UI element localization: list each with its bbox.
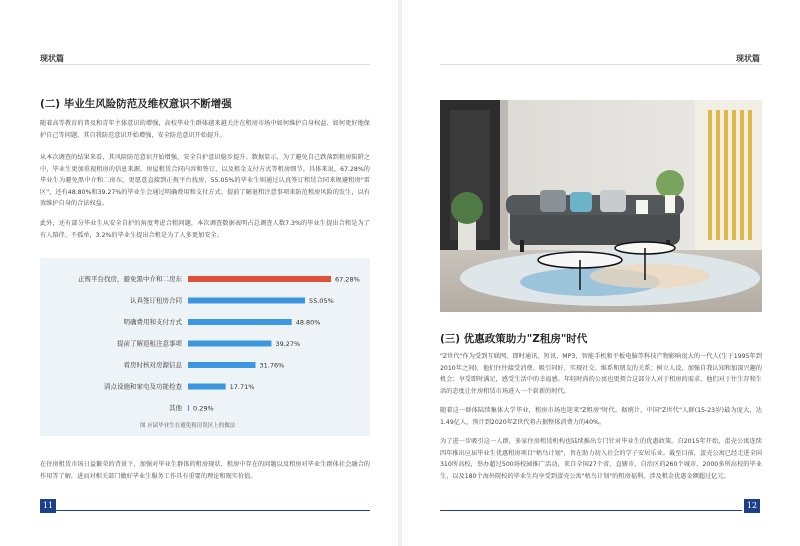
footer-rule <box>56 510 370 511</box>
bar-value-label: 17.71% <box>229 383 255 391</box>
bar <box>188 319 292 325</box>
footer-rule-right <box>440 510 742 511</box>
chart-panel <box>40 258 370 436</box>
bar-value-label: 39.27% <box>275 340 301 348</box>
section-heading: (二) 毕业生风险防范及维权意识不断增强 <box>40 98 232 110</box>
bar-category-label: 看房时核对房源信息 <box>123 361 182 369</box>
paragraph-zgen: "Z世代"作为受到互联网、即时通讯、短讯、MP3、智能手机和平板电脑等科技产物影响很大的一代人(生于1995年到2010年之间)，他们往往接受消费、吸引同好、实现社交、维系和朋友的关系；树立人设，加强自我认知和加深兴趣的机会；享受即时满足，感受生活中的幸福感。年轻时尚的公寓也更契合这部分人对于租房的需求，他们对于住生存和生活的态度让住房租赁市场进入一个崭新的时代。 <box>440 353 762 395</box>
page-number: 11 <box>40 499 56 513</box>
bar-category-label: 明确费用和支付方式 <box>123 318 182 326</box>
living-room-photo <box>440 100 762 312</box>
bar-value-label: 0.29% <box>193 404 214 413</box>
bar-category-label: 其他 <box>169 404 182 412</box>
bar-value-label: 31.76% <box>259 361 285 370</box>
header-rule-right <box>440 64 762 65</box>
chart-caption: 图 应届毕业生在避免租房误区上的做法 <box>140 423 236 429</box>
bar <box>188 362 255 368</box>
paragraph-intro: 随着高等教育的普及和青年主体意识的增强，高校毕业生群体越来越关注在租房市场中如何维护自身权益、如何更好地保护自己等问题，其自我防范意识开始增强，安全防范意识开始提升。 <box>40 120 370 139</box>
bar <box>188 276 331 282</box>
page-number-right: 12 <box>744 499 760 513</box>
book-gutter <box>398 0 402 546</box>
bar-chart <box>40 258 370 418</box>
header-rule <box>40 64 370 65</box>
bar-value-label: 67.28% <box>334 275 360 284</box>
bar-value-label: 48.80% <box>295 318 321 327</box>
bar <box>188 341 271 347</box>
section-heading-right: (三) 优惠政策助力"Z租房"时代 <box>440 333 588 345</box>
paragraph-policy: 为了进一步吸引这一人群，多家住房租赁机构也陆续推出专门针对毕业生的优惠政策。自2015年开始，蛋壳公寓连续四年推出应届毕业生优惠租房项目"梧鸟计划"，旨在助力初入社会的学子安居乐业。截至目前，蛋壳公寓已经走进全国310所高校，举办超过500场校园推广活动，来自全国27个省、直辖市、自治区的260个城市，2000多所高校的毕业生，以及180个海外院校的毕业生均享受到蛋壳公寓"梧鸟计划"的租房福利，涉及租金优惠金额超过亿元。 <box>440 438 762 480</box>
bar-category-label: 正规平台找房，避免黑中介和二房东 <box>78 275 182 283</box>
bar-value-label: 55.05% <box>308 297 334 305</box>
paragraph-ztrend: 随着这一群体陆续集体大学毕业，租房市场也迎来"Z租房"时代。据统计，中国"Z世代"人群(15-23岁)最为庞大，达1.49亿人，预计到2020年Z世代将占据整体消费力的40%。 <box>440 407 762 426</box>
running-header: 现状篇 <box>40 54 64 63</box>
bar <box>188 384 226 390</box>
paragraph-conclusion: 在住房租赁市场日益繁荣的背景下，加强对毕业生群体的租房现状、租房中存在的问题以及租房对毕业生群体社会融合的作用等了解，进而对相关部门做好毕业生服务工作具有重要的理论和现实价值。 <box>40 461 370 480</box>
bar-category-label: 清点设施和家电及功能检查 <box>104 382 182 391</box>
paragraph-survey: 从本次调查的结果来看，其风险防范意识开始增强，安全自护意识稳步提升。数据显示，为了避免自己跌落到租房陷阱之中，毕业生更加重视租房的信息来源，房屋租赁合同内容和签订，以及租金支付方式等租房细节。具体来说，67.28%的毕业生为避免黑中介和二房东，更愿意直接到正规平台找房，55.05%的毕业生则通过认真签订租赁合同来规避租房"雷区"，还有48.80%和39.27%的毕业生会通过明确费用和支付方式、提前了解退租注意事项来防范租房风险的发生，以有效维护自身的合法权益。 <box>40 154 370 207</box>
bar-category-label: 认真签订租房合同 <box>130 296 182 305</box>
paragraph-cohabit: 此外，还有部分毕业生从安全自护的角度考虑合租问题，本次调查数据表明占总调查人数7.3%的毕业生提出合租是为了有人陪伴、不孤单，3.2%的毕业生提出合租是为了人多更加安全。 <box>40 220 370 239</box>
bar-category-label: 提前了解退租注意事项 <box>117 339 182 348</box>
living-room-illustration <box>440 100 762 312</box>
bar <box>188 405 189 411</box>
bar <box>188 298 305 304</box>
running-header-right: 现状篇 <box>736 54 760 63</box>
